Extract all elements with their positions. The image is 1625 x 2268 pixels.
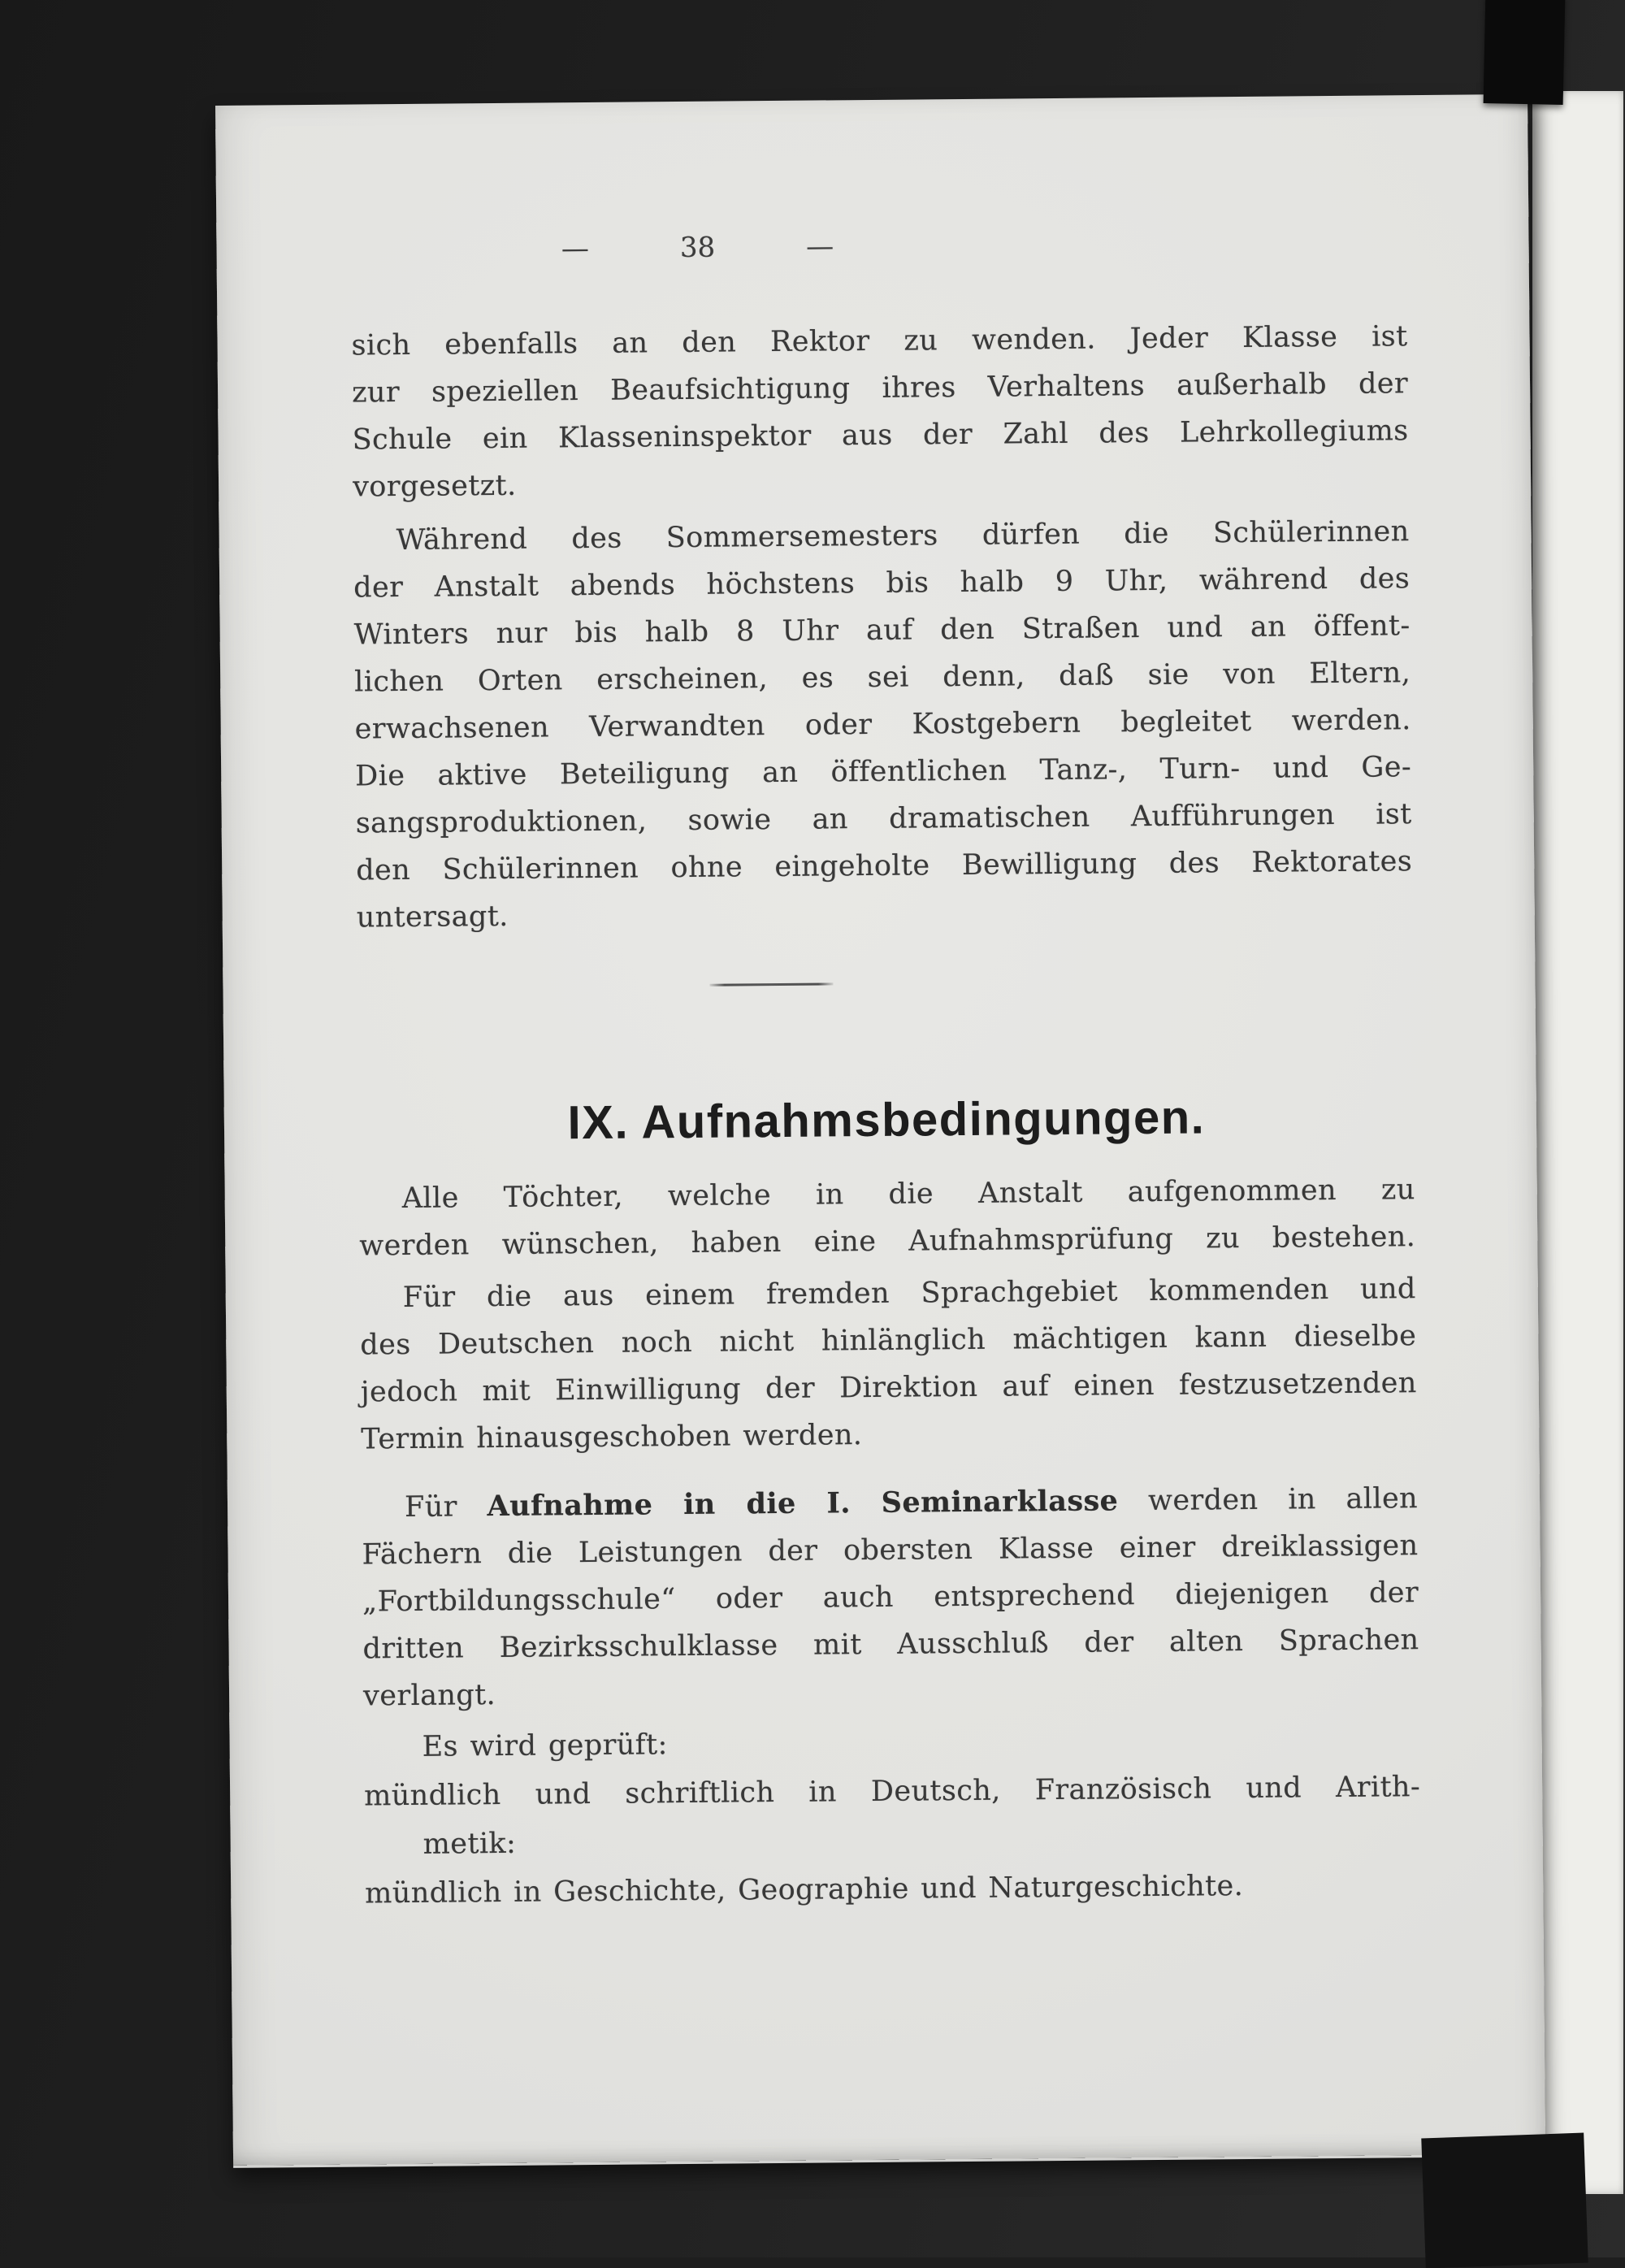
text-run: Für <box>404 1490 458 1524</box>
adjacent-page-edge <box>1532 91 1623 2194</box>
paragraph-curfew-rules <box>353 508 1413 941</box>
text-line: Termin hinausgeschoben werden. <box>361 1419 863 1456</box>
text-line: Winters nur bis halb 8 Uhr auf den Straßen und an öffent- <box>353 609 1410 652</box>
paragraph-admission-exam <box>358 1166 1415 1269</box>
bold-text-run: Aufnahme in die I. Seminarklasse <box>487 1484 1119 1524</box>
paragraph-seminarklasse <box>362 1475 1419 1719</box>
folio-number: 38 <box>679 231 716 265</box>
text-line: Es wird geprüft: <box>422 1728 668 1763</box>
folio-dash-left: — <box>561 232 590 266</box>
text-line: erwachsenen Verwandten oder Kostgebern begleitet werden. <box>354 704 1411 746</box>
text-line: zur speziellen Beaufsichtigung ihres Verhaltens außerhalb der <box>351 367 1409 410</box>
text-line: den Schülerinnen ohne eingeholte Bewilligung des Rektorates <box>356 845 1413 887</box>
text-line: vorgesetzt. <box>352 469 517 504</box>
text-line: Für die aus einem fremden Sprachgebiet kommenden und <box>402 1273 1416 1315</box>
scanner-tab-top <box>1484 0 1566 105</box>
text-line: Alle Töchter, welche in die Anstalt aufgenommen zu <box>401 1173 1415 1216</box>
text-run: werden in allen <box>1147 1482 1419 1518</box>
text-line: Während des Sommersemesters dürfen die Schülerinnen <box>396 515 1410 557</box>
paragraph-foreign-language <box>360 1265 1418 1463</box>
book-page <box>215 94 1545 2166</box>
text-line: dritten Bezirksschulklasse mit Ausschluß der alten Sprachen <box>362 1624 1419 1666</box>
scanner-tab-bottom <box>1421 2133 1588 2268</box>
section-heading: IX. Aufnahmsbedingungen. <box>567 1091 1206 1150</box>
text-line: mündlich und schriftlich in Deutsch, Französisch und Arith- <box>363 1771 1421 1813</box>
text-line: Die aktive Beteiligung an öffentlichen Tanz-, Turn- und Ge- <box>355 751 1412 793</box>
text-line: der Anstalt abends höchstens bis halb 9 Uhr, während des <box>353 562 1410 605</box>
folio-dash-right: — <box>805 230 834 263</box>
text-line: werden wünschen, haben eine Aufnahmsprüfung zu bestehen. <box>359 1221 1416 1263</box>
text-line: des Deutschen noch nicht hinlänglich mächtigen kann dieselbe <box>360 1320 1417 1362</box>
text-line: lichen Orten erscheinen, es sei denn, daß sie von Eltern, <box>354 657 1411 699</box>
text-line: „Fortbildungsschule“ oder auch entsprechend diejenigen der <box>362 1576 1419 1619</box>
paragraph-continuation <box>351 313 1409 510</box>
text-line: jedoch mit Einwilligung der Direktion auf einen festzusetzenden <box>360 1367 1417 1409</box>
text-line: verlangt. <box>362 1679 496 1713</box>
text-line: metik: <box>422 1827 517 1861</box>
paragraph-exam-subjects <box>363 1714 1421 1918</box>
text-line: Fächern die Leistungen der obersten Klasse einer dreiklassigen <box>362 1529 1419 1572</box>
text-line: sangsproduktionen, sowie an dramatischen Aufführungen ist <box>355 798 1412 840</box>
text-line: mündlich in Geschichte, Geographie und Naturgeschichte. <box>365 1870 1244 1910</box>
text-line: Schule ein Klasseninspektor aus der Zahl des Lehrkollegiums <box>352 414 1409 457</box>
page-number <box>482 230 912 267</box>
text-line: sich ebenfalls an den Rektor zu wenden. Jeder Klasse ist <box>351 320 1408 362</box>
section-divider <box>709 982 833 986</box>
text-line: untersagt. <box>356 900 509 935</box>
